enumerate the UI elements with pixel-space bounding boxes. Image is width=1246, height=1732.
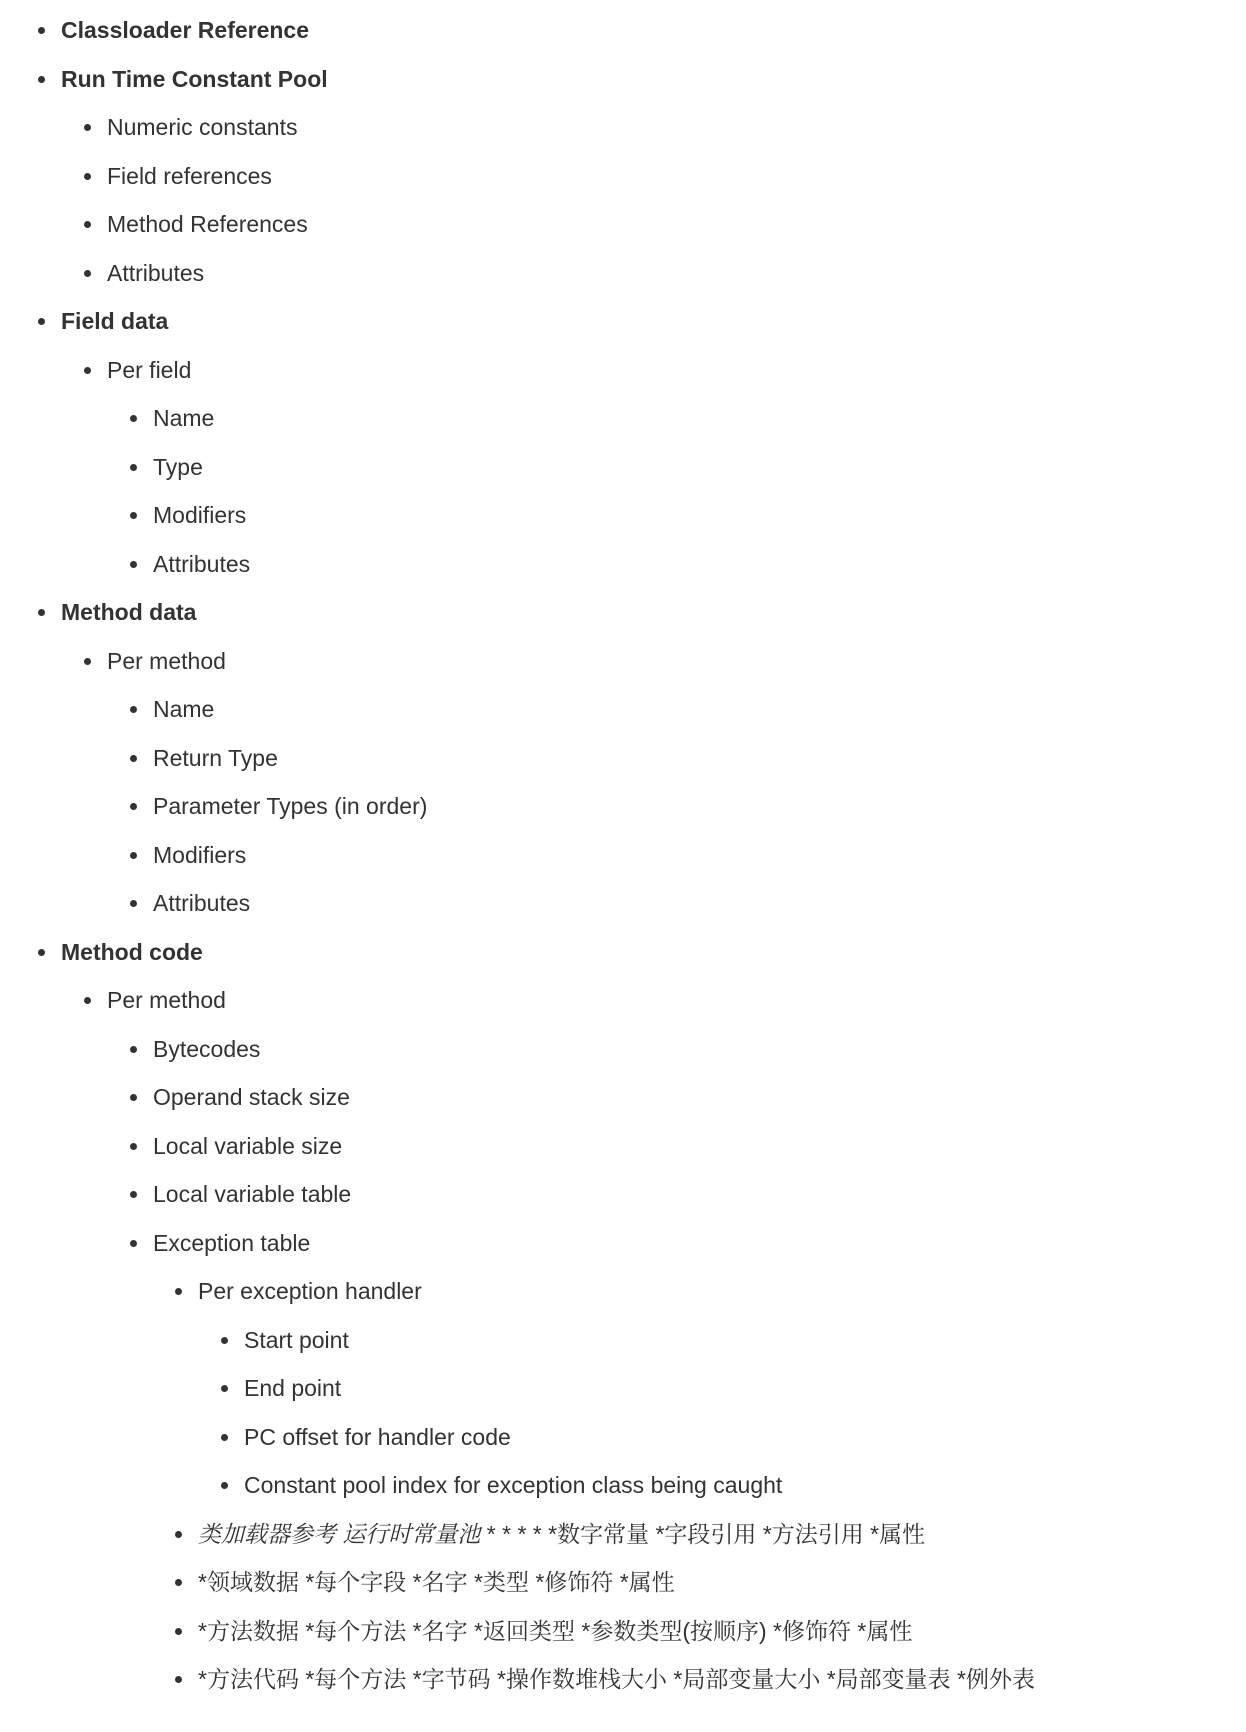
translation-line-2: *领域数据 *每个字段 *名字 *类型 *修饰符 *属性 <box>198 1569 675 1595</box>
bullet-icon <box>130 803 137 810</box>
list-item <box>0 588 1246 637</box>
list-item <box>0 346 1246 395</box>
list-item <box>0 879 1246 928</box>
list-item <box>0 1655 1246 1704</box>
list-item-text: Numeric constants <box>107 114 298 140</box>
list-item <box>0 1510 1246 1559</box>
list-item <box>0 782 1246 831</box>
list-item <box>0 1267 1246 1316</box>
list-item-text: PC offset for handler code <box>244 1423 511 1450</box>
bullet-icon <box>221 1385 228 1392</box>
list-item <box>0 685 1246 734</box>
list-item-text: Type <box>153 453 203 480</box>
bullet-icon <box>38 949 45 956</box>
list-item <box>0 152 1246 201</box>
bullet-icon <box>130 852 137 859</box>
heading-classloader-reference: Classloader Reference <box>61 17 310 43</box>
list-item-text: Return Type <box>153 744 278 771</box>
bullet-icon <box>38 318 45 325</box>
translation-line-1 <box>198 1510 925 1559</box>
list-item-text: Modifiers <box>153 502 247 528</box>
bullet-icon <box>221 1434 228 1441</box>
list-item <box>0 1122 1246 1171</box>
list-item-text: Exception table <box>153 1229 311 1256</box>
list-item-text: Field references <box>107 162 272 189</box>
bullet-icon <box>175 1531 182 1538</box>
bullet-icon <box>84 997 91 1004</box>
bullet-icon <box>175 1676 182 1683</box>
bullet-icon <box>38 609 45 616</box>
list-item <box>0 249 1246 298</box>
translation-line-3: *方法数据 *每个方法 *名字 *返回类型 *参数类型(按顺序) *修饰符 *属性 <box>198 1617 913 1644</box>
list-item <box>0 1558 1246 1607</box>
list-item <box>0 1413 1246 1462</box>
list-item-text: Per field <box>107 356 192 383</box>
bullet-icon <box>175 1288 182 1295</box>
list-item <box>0 103 1246 152</box>
bullet-icon <box>84 270 91 277</box>
list-item <box>0 55 1246 104</box>
list-item-text: Per exception handler <box>198 1278 422 1304</box>
list-item-text: Per method <box>107 987 226 1013</box>
list-item-text: Attributes <box>153 890 251 916</box>
list-item <box>0 200 1246 249</box>
bullet-icon <box>38 76 45 83</box>
list-item <box>0 540 1246 589</box>
list-item-text: Name <box>153 405 215 431</box>
bullet-icon <box>130 561 137 568</box>
bullet-icon <box>130 1240 137 1247</box>
list-item <box>0 1219 1246 1268</box>
bullet-icon <box>130 464 137 471</box>
bullet-icon <box>175 1579 182 1586</box>
bullet-icon <box>84 658 91 665</box>
list-item-text: Modifiers <box>153 841 247 868</box>
list-item <box>0 1364 1246 1413</box>
bullet-icon <box>84 221 91 228</box>
bullet-icon <box>130 415 137 422</box>
list-item-text: Constant pool index for exception class being caught <box>244 1472 783 1498</box>
list-item <box>0 976 1246 1025</box>
bullet-icon <box>38 27 45 34</box>
bullet-icon <box>130 900 137 907</box>
heading-method-code: Method code <box>61 938 203 965</box>
list-item <box>0 928 1246 977</box>
list-item-text: Local variable table <box>153 1181 352 1207</box>
heading-run-time-constant-pool: Run Time Constant Pool <box>61 65 328 92</box>
bullet-icon <box>130 1046 137 1053</box>
bullet-icon <box>130 706 137 713</box>
list-item-text: Per method <box>107 647 226 674</box>
translation-line-4: *方法代码 *每个方法 *字节码 *操作数堆栈大小 *局部变量大小 *局部变量表 *例外表 <box>198 1666 1035 1692</box>
translation-line-1-rest: * * * * *数字常量 *字段引用 *方法引用 *属性 <box>480 1520 926 1547</box>
bullet-icon <box>130 755 137 762</box>
list-item <box>0 831 1246 880</box>
list-item-text: Parameter Types (in order) <box>153 793 428 819</box>
list-item <box>0 1461 1246 1510</box>
list-item <box>0 297 1246 346</box>
list-item-text: Attributes <box>153 550 251 577</box>
list-item-text: Local variable size <box>153 1132 343 1159</box>
list-item <box>0 1607 1246 1656</box>
bullet-icon <box>84 367 91 374</box>
list-item-text: End point <box>244 1375 342 1401</box>
list-item <box>0 1170 1246 1219</box>
bullet-icon <box>130 1191 137 1198</box>
bullet-icon <box>130 1143 137 1150</box>
list-item-text: Operand stack size <box>153 1084 350 1110</box>
list-item <box>0 637 1246 686</box>
list-item-text: Attributes <box>107 259 205 286</box>
list-item <box>0 443 1246 492</box>
bullet-icon <box>84 173 91 180</box>
bullet-icon <box>130 1094 137 1101</box>
list-item <box>0 1025 1246 1074</box>
list-item <box>0 491 1246 540</box>
list-item <box>0 6 1246 55</box>
list-item-text: Name <box>153 696 215 722</box>
bullet-icon <box>221 1482 228 1489</box>
list-item <box>0 1316 1246 1365</box>
list-item <box>0 1073 1246 1122</box>
list-item-text: Bytecodes <box>153 1035 261 1062</box>
bullet-icon <box>175 1628 182 1635</box>
bullet-icon <box>130 512 137 519</box>
list-item <box>0 734 1246 783</box>
bullet-icon <box>221 1337 228 1344</box>
list-item-text: Start point <box>244 1326 349 1353</box>
heading-method-data: Method data <box>61 599 197 625</box>
list-item-text: Method References <box>107 211 308 237</box>
list-item <box>0 394 1246 443</box>
bullet-icon <box>84 124 91 131</box>
translation-line-1-italic: 类加载器参考 运行时常量池 <box>198 1520 481 1547</box>
heading-field-data: Field data <box>61 308 169 334</box>
